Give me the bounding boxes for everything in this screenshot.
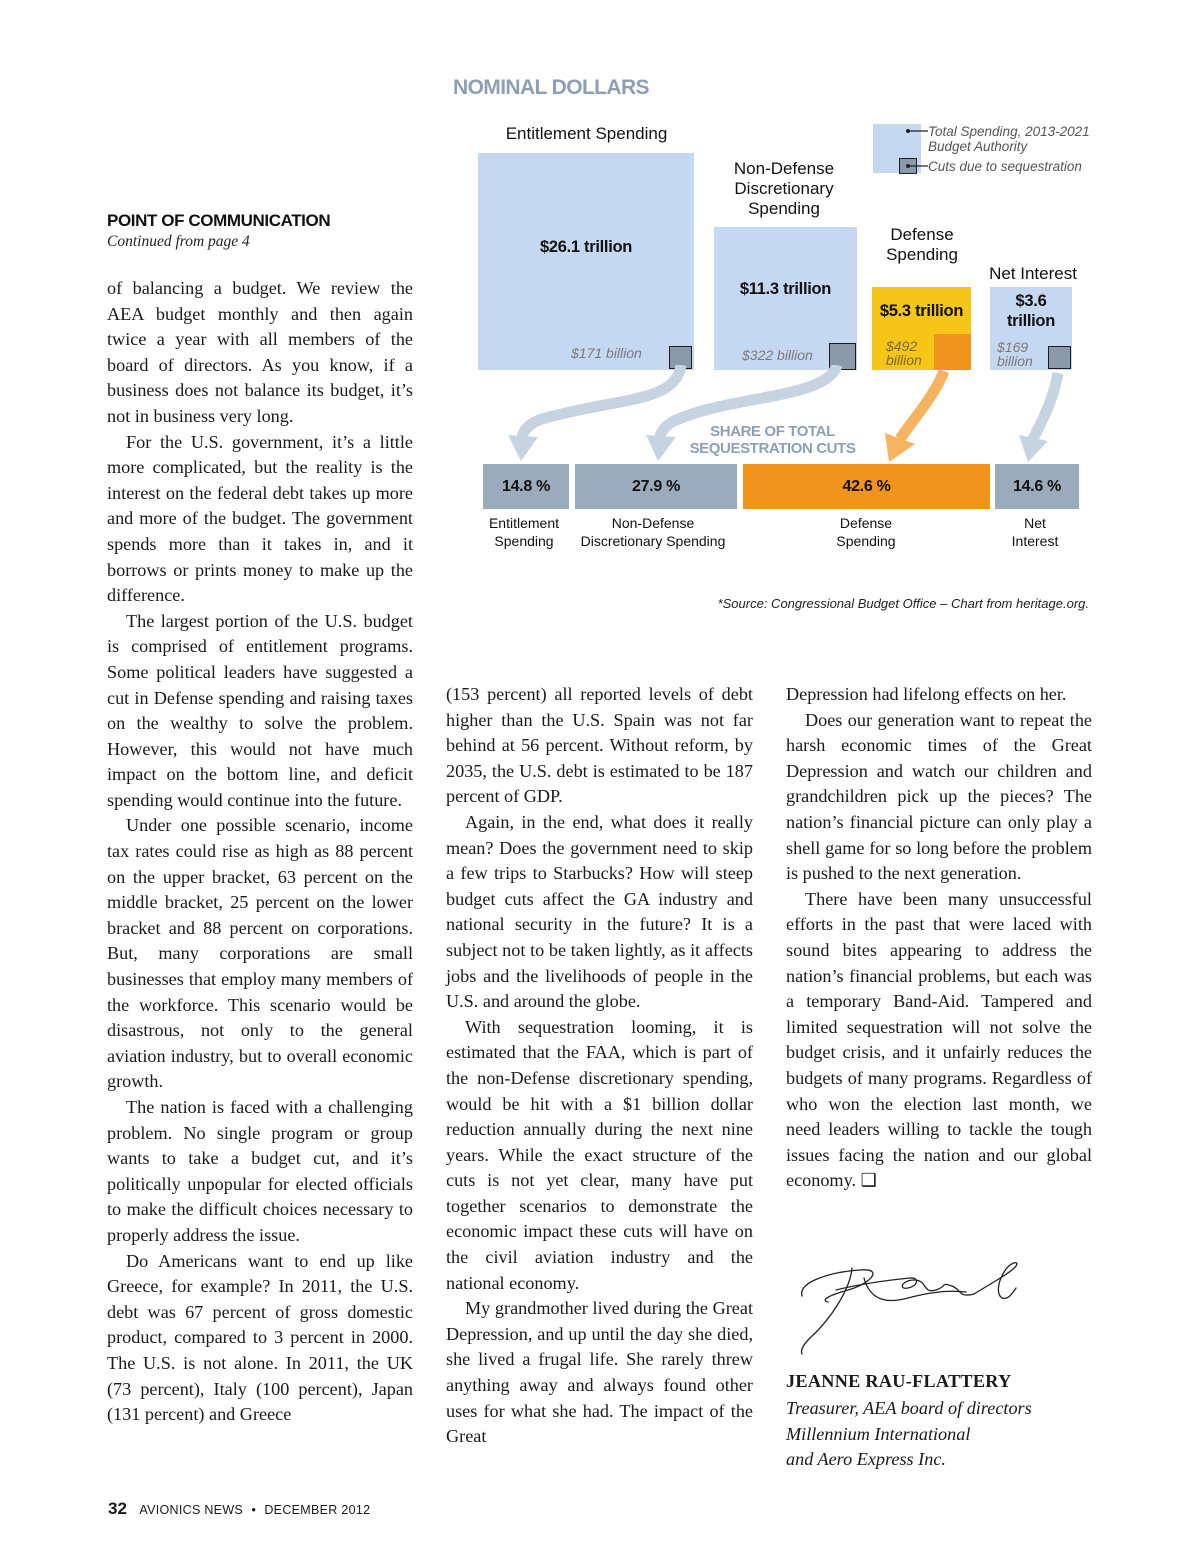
- paragraph: The largest portion of the U.S. budget is comprised of entitlement programs. Some political leaders have suggested a cut in Defense spending and raising taxes on the wealthy to solve the problem. However, this would not have much impact on the bottom line, and deficit spending would continue into the future.: [107, 610, 413, 810]
- legend-total-line2: Budget Authority: [928, 139, 1028, 154]
- article-column-3: [786, 682, 1092, 1194]
- end-mark-icon: ❑: [860, 1170, 877, 1191]
- chart-source: *Source: Congressional Budget Office – Chart from heritage.org.: [717, 596, 1089, 611]
- paragraph: Under one possible scenario, income tax rates could rise as high as 88 percent on the upper bracket, 63 percent on the middle bracket, 25 percent on the lower bracket and 88 percent on corporations. But, many corporations are small businesses that employ many members of the workforce. This scenario would be disastrous, not only to the general aviation industry, but to overall economic growth.: [107, 815, 413, 1092]
- page-number: 32: [108, 1499, 127, 1518]
- category-label-entitlement: Entitlement Spending: [505, 124, 668, 143]
- footer-date: DECEMBER 2012: [264, 1503, 371, 1517]
- legend-cuts: Cuts due to sequestration: [928, 159, 1082, 174]
- footer-bullet: •: [251, 1503, 256, 1517]
- share-bar-defense: 42.6 %: [743, 464, 990, 509]
- article-column-1: [107, 276, 413, 1428]
- paragraph: My grandmother lived during the Great Depression, and up until the day she died, she lived a frugal life. She rarely threw anything away and always found other uses for what she had. The impact of the Great: [446, 1298, 753, 1447]
- share-bar-net-interest: 14.6 %: [995, 464, 1079, 509]
- share-title: SHARE OF TOTAL SEQUESTRATION CUTS: [689, 423, 856, 457]
- share-bar-entitlement: 14.8 %: [483, 464, 569, 509]
- value-label-net-interest: $3.6 trillion: [1006, 292, 1055, 330]
- cut-label-net-interest: $169 billion: [997, 339, 1033, 369]
- cut-label-defense: $492 billion: [886, 338, 922, 368]
- share-bar-nondefense: 27.9 %: [575, 464, 737, 509]
- block-entitlement: [478, 153, 694, 370]
- cut-label-nondefense: $322 billion: [742, 347, 813, 363]
- section-title: POINT OF COMMUNICATION: [107, 211, 331, 230]
- paragraph: There have been many unsuccessful efforts in the past that were laced with sound bites appearing to address the nation’s financial problems, but each was a temporary Band-Aid. Tampered and limited sequestration will not solve the budget crisis, and it unfairly reduces the budgets of many programs. Regardless of who won the election last month, we need leaders willing to tackle the tough issues facing the nation and our global economy. ❑: [786, 888, 1092, 1191]
- signature-title-line: and Aero Express Inc.: [786, 1449, 946, 1470]
- paragraph: of balancing a budget. We review the AEA budget monthly and then again twice a year with all members of the board of directors. As you know, if a business does not balance its budget, it’s not in business very long.: [107, 278, 413, 426]
- paragraph: For the U.S. government, it’s a little more complicated, but the reality is the interest on the federal debt takes up more and more of the budget. The government spends more than it takes in, and it borrows or prints money to make up the difference.: [107, 431, 413, 606]
- value-label-nondefense: $11.3 trillion: [739, 280, 832, 298]
- signature-title-line: Treasurer, AEA board of directors: [786, 1398, 1032, 1418]
- signature-titles: [786, 1396, 1032, 1473]
- paragraph: (153 percent) all reported levels of debt higher than the U.S. Spain was not far behind at 56 percent. Without reform, by 2035, the U.S. debt is estimated to be 187 percent of GDP.: [446, 684, 753, 807]
- legend-total-line1: Total Spending, 2013-2021: [928, 124, 1090, 139]
- paragraph: Does our generation want to repeat the harsh economic times of the Great Depression and watch our children and grandchildren pick up the pieces? The nation’s financial picture can only play a shell game for so long before the problem is pushed to the next generation.: [786, 709, 1092, 884]
- paragraph: Again, in the end, what does it really mean? Does the government need to skip a few trips to Starbucks? How will steep budget cuts affect the GA industry and national security in the future? It is a subject not to be taken lightly, as it affects jobs and the livelihoods of people in the U.S. and around the globe.: [446, 811, 753, 1012]
- signature-name: JEANNE RAU-FLATTERY: [786, 1371, 1012, 1391]
- category-label-defense: Defense Spending: [886, 225, 958, 264]
- chart-title: NOMINAL DOLLARS: [453, 76, 649, 99]
- page-footer: [108, 1499, 370, 1519]
- cut-label-entitlement: $171 billion: [571, 345, 642, 361]
- signature-title-line: Millennium International: [786, 1423, 971, 1444]
- paragraph: With sequestration looming, it is estimated that the FAA, which is part of the non-Defense discretionary spending, would be hit with a $1 billion dollar reduction annually during the next nine years. While the exact structure of the cuts is not yet clear, many have put together scenarios to demonstrate the economic impact these cuts will have on the civil aviation industry and the national economy.: [446, 1016, 753, 1293]
- legend-leader-lines: [900, 124, 930, 174]
- share-label-net-interest: Net Interest: [1011, 515, 1059, 549]
- paragraph: Depression had lifelong effects on her.: [786, 684, 1067, 704]
- footer-publication: AVIONICS NEWS: [139, 1503, 244, 1517]
- share-label-defense: Defense Spending: [836, 515, 896, 549]
- share-label-nondefense: Non-Defense Discretionary Spending: [580, 515, 726, 549]
- paragraph: Do Americans want to end up like Greece, for example? In 2011, the U.S. debt was 67 percent of gross domestic product, compared to 3 percent in 2000. The U.S. is not alone. In 2011, the UK (73 percent), Italy (100 percent), Japan (131 percent) and Greece: [107, 1250, 413, 1425]
- signature-image: [790, 1250, 1030, 1360]
- category-label-net-interest: Net Interest: [989, 264, 1077, 283]
- paragraph: The nation is faced with a challenging problem. No single program or group wants to take a budget cut, and it’s politically unpopular for elected officials to make the difficult choices necessary to properly address the issue.: [107, 1097, 413, 1245]
- category-label-nondefense: Non-Defense Discretionary Spending: [733, 159, 835, 218]
- continued-note: Continued from page 4: [107, 233, 250, 250]
- value-label-defense: $5.3 trillion: [879, 302, 964, 320]
- article-column-2: [446, 682, 753, 1450]
- share-label-entitlement: Entitlement Spending: [488, 515, 560, 549]
- value-label-entitlement: $26.1 trillion: [539, 238, 633, 256]
